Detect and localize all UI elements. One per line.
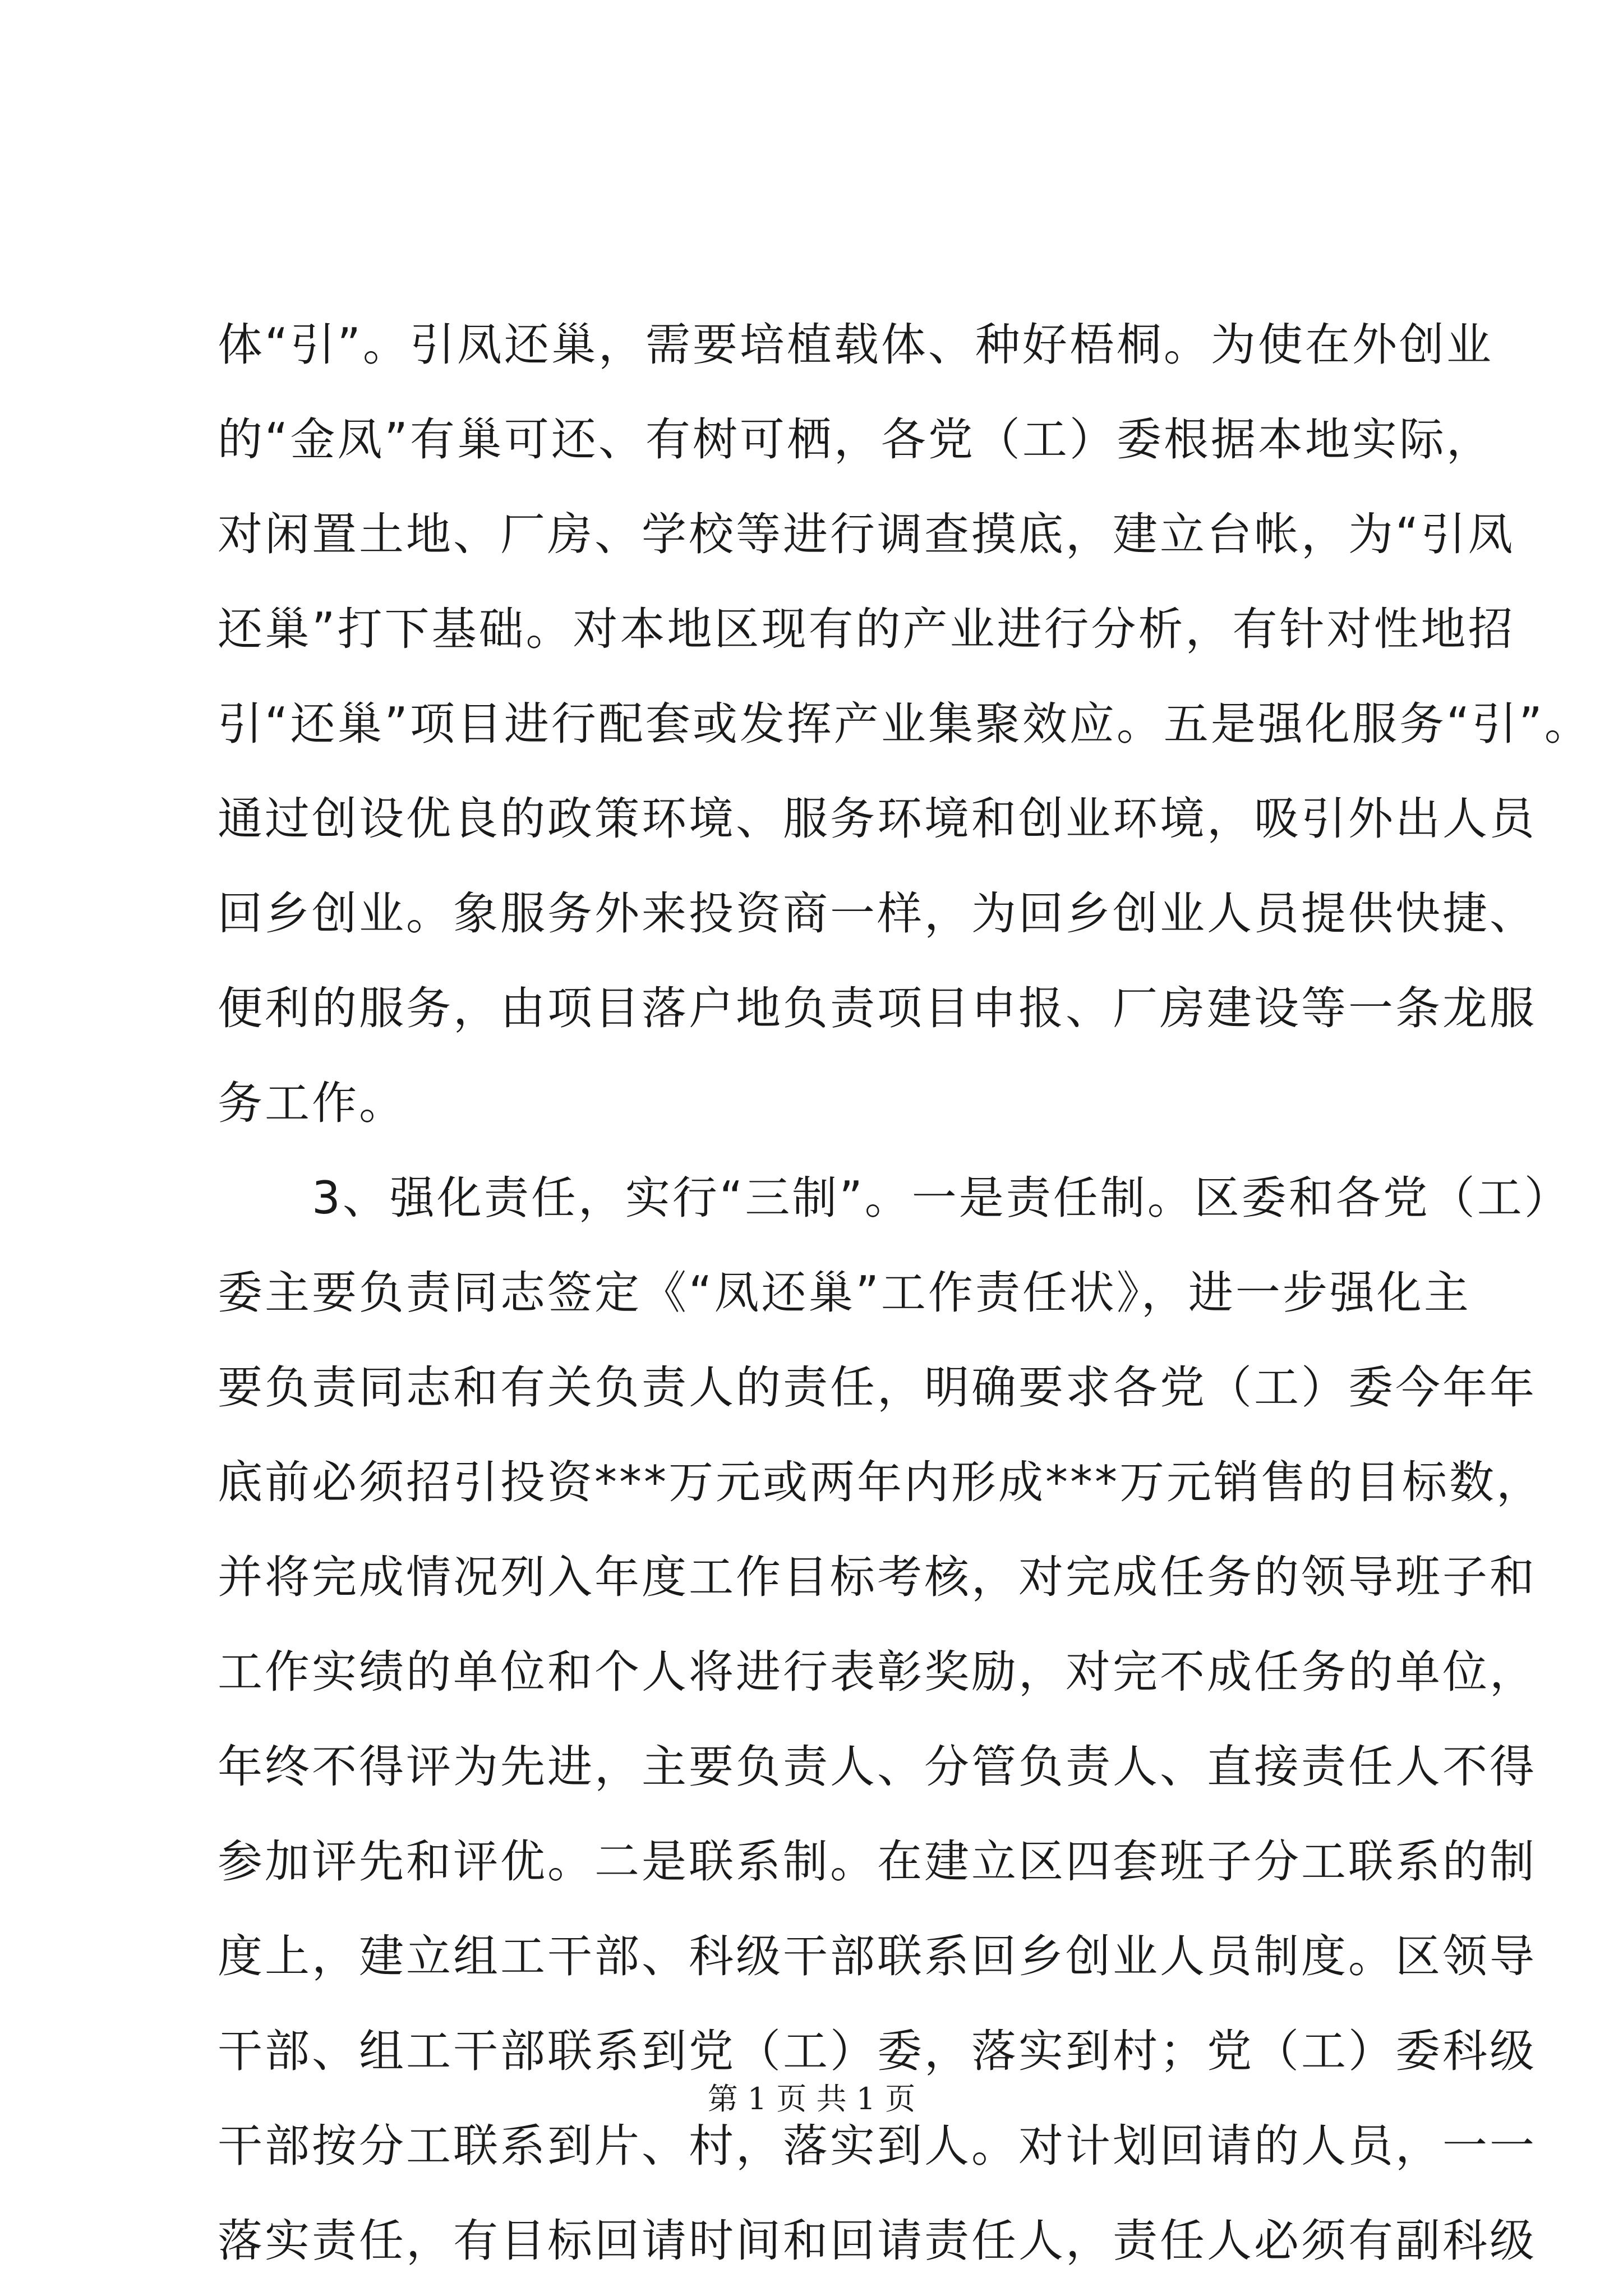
text-line: 通过创设优良的政策环境、服务环境和创业环境，吸引外出人员 (218, 793, 1537, 845)
text-line: 并将完成情况列入年度工作目标考核，对完成任务的领导班子和 (218, 1551, 1537, 1603)
text-line: 干部、组工干部联系到党（工）委，落实到村；党（工）委科级 (218, 2025, 1537, 2077)
text-line: 务工作。 (218, 1077, 406, 1129)
text-line: 底前必须招引投资***万元或两年内形成***万元销售的目标数， (218, 1456, 1543, 1508)
text-line: 落实责任，有目标回请时间和回请责任人，责任人必须有副科级 (218, 2215, 1537, 2267)
text-line: 参加评先和评优。二是联系制。在建立区四套班子分工联系的制 (218, 1835, 1537, 1888)
text-line: 对闲置土地、厂房、学校等进行调查摸底，建立台帐，为“引凤 (218, 508, 1515, 560)
text-line: 引“还巢”项目进行配套或发挥产业集聚效应。五是强化服务“引”。 (218, 698, 1592, 750)
body-text (218, 297, 1592, 2288)
text-line: 回乡创业。象服务外来投资商一样，为回乡创业人员提供快捷、 (218, 887, 1537, 940)
text-line: 工作实绩的单位和个人将进行表彰奖励，对完不成任务的单位， (218, 1646, 1537, 1698)
text-line: 还巢”打下基础。对本地区现有的产业进行分析，有针对性地招 (218, 603, 1515, 655)
text-line: 要负责同志和有关负责人的责任，明确要求各党（工）委今年年 (218, 1361, 1537, 1414)
text-line: 的“金凤”有巢可还、有树可栖，各党（工）委根据本地实际， (218, 413, 1493, 466)
text-line: 3、强化责任，实行“三制”。一是责任制。区委和各党（工） (218, 1172, 1571, 1224)
text-line: 年终不得评为先进，主要负责人、分管负责人、直接责任人不得 (218, 1741, 1537, 1793)
page-number-footer: 第 1 页 共 1 页 (707, 2081, 916, 2116)
text-line: 体“引”。引凤还巢，需要培植载体、种好梧桐。为使在外创业 (218, 319, 1493, 371)
text-line: 委主要负责同志签定《“凤还巢”工作责任状》，进一步强化主 (218, 1267, 1471, 1319)
text-line: 干部按分工联系到片、村，落实到人。对计划回请的人员，一一 (218, 2120, 1537, 2172)
text-line: 度上，建立组工干部、科级干部联系回乡创业人员制度。区领导 (218, 1930, 1537, 1982)
text-line: 便利的服务，由项目落户地负责项目申报、厂房建设等一条龙服 (218, 982, 1537, 1034)
